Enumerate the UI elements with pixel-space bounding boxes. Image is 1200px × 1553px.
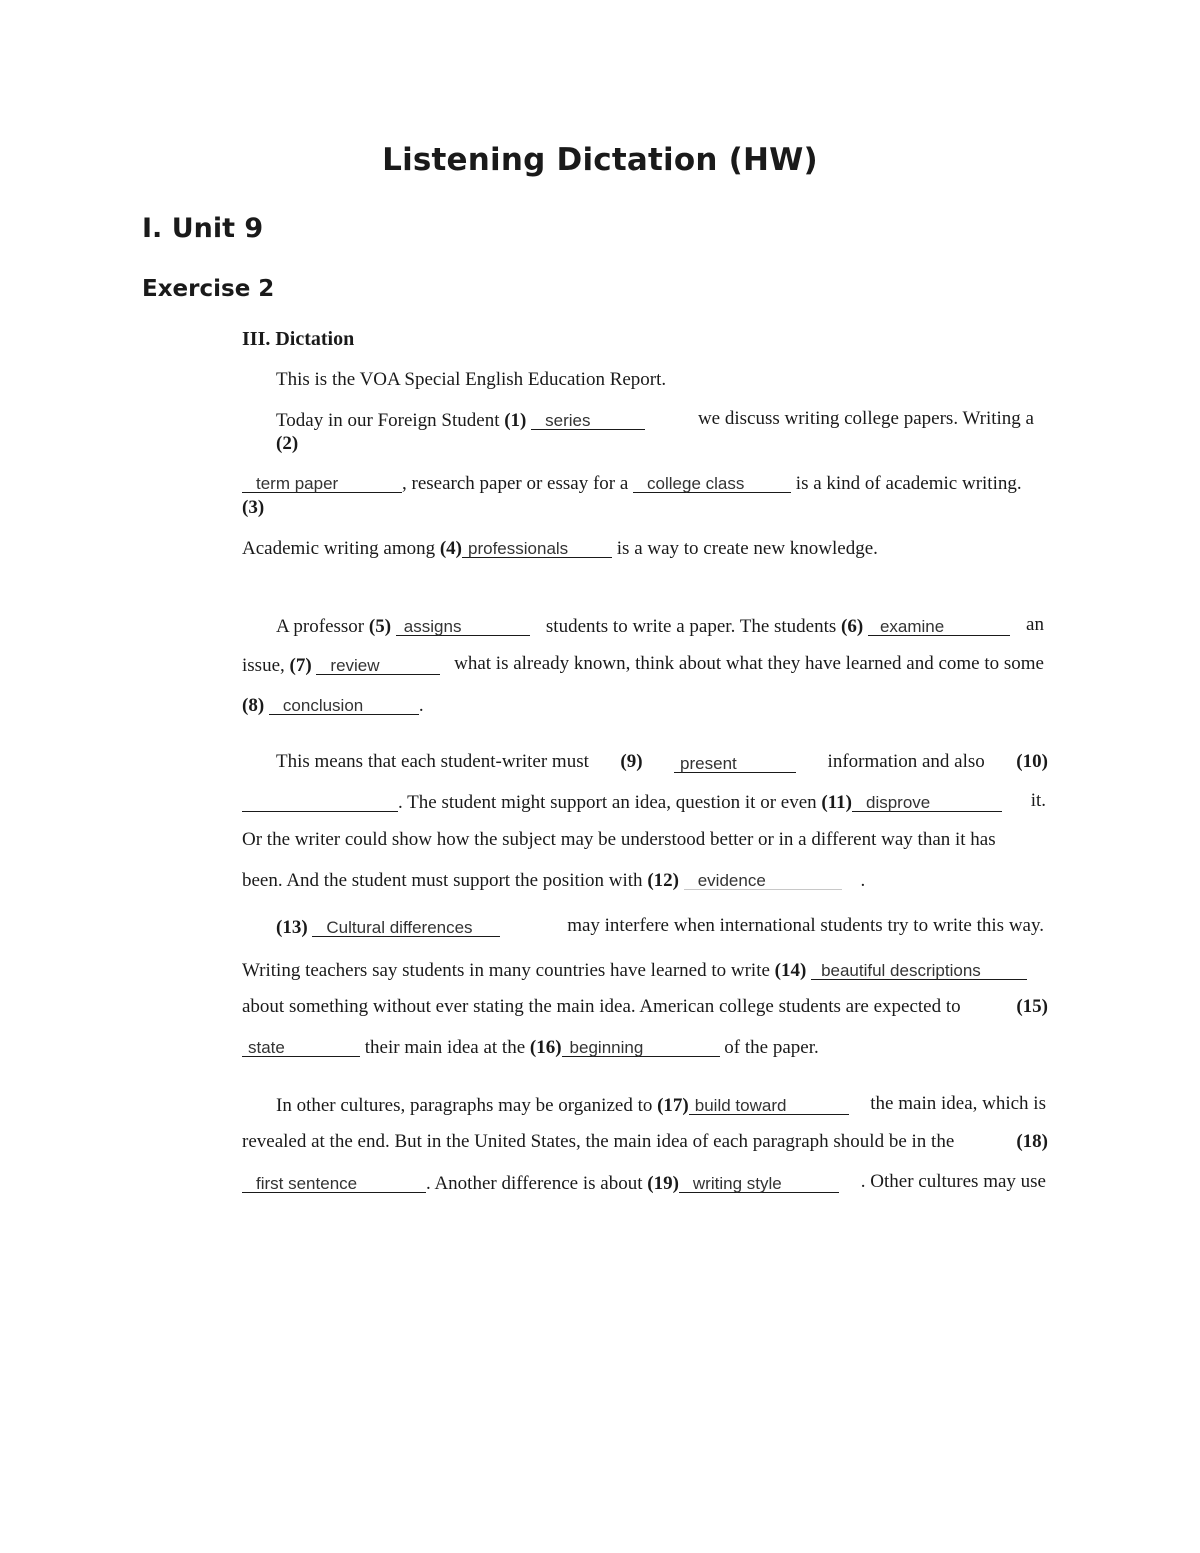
text-span: their main idea at the (364, 1037, 526, 1058)
text-line (242, 535, 878, 561)
text-line (242, 692, 424, 718)
text-span: . (418, 695, 424, 716)
blank-number: (15) (1016, 996, 1048, 1017)
text-line (242, 496, 264, 520)
answer-blank-15[interactable] (242, 1034, 360, 1057)
blank-number: (8) (242, 695, 265, 716)
text-line (276, 407, 1034, 433)
answer-text: beginning (569, 1038, 644, 1057)
answer-text: first sentence (256, 1174, 358, 1193)
blank-number: (19) (647, 1173, 679, 1194)
text-span: Or the writer could show how the subject may be understood better or in a different way than it has (242, 829, 996, 850)
answer-text: state (248, 1038, 285, 1057)
answer-text: beautiful descriptions (821, 961, 981, 980)
answer-blank-8[interactable] (269, 692, 419, 715)
text-span: we discuss writing college papers. Writing a (697, 408, 1034, 429)
answer-text: disprove (866, 793, 931, 812)
text-line (242, 957, 1048, 983)
text-span: This means that each student-writer must (276, 751, 589, 772)
answer-text: assigns (403, 617, 462, 636)
answer-text: present (680, 754, 737, 773)
blank-number: (11) (821, 792, 852, 813)
answer-blank-2[interactable] (242, 470, 402, 493)
answer-text: examine (879, 617, 945, 636)
text-line (242, 1034, 819, 1060)
answer-blank-5[interactable] (396, 613, 530, 636)
blank-number: (3) (242, 497, 265, 518)
blank-number: (4) (439, 538, 463, 559)
answer-blank-12[interactable] (684, 867, 842, 890)
answer-blank-9[interactable] (674, 750, 796, 773)
blank-number: (12) (647, 870, 679, 891)
text-span: . Other cultures may use (860, 1171, 1046, 1192)
text-span: . Another difference is about (426, 1173, 643, 1194)
text-line (276, 750, 1048, 774)
answer-text: writing style (692, 1174, 782, 1193)
text-span: , research paper or essay for a (402, 473, 629, 494)
part-heading: III. Dictation (242, 328, 355, 350)
blank-number: (1) (504, 410, 527, 431)
blank-number: (10) (1016, 751, 1048, 772)
answer-text: term paper (256, 474, 339, 493)
text-span: about something without ever stating the main idea. American college students are expected to (242, 996, 961, 1017)
blank-number: (9) (620, 751, 643, 772)
answer-text: college class (647, 474, 745, 493)
blank-number: (6) (841, 616, 864, 637)
text-span: A professor (276, 616, 365, 637)
text-line (242, 470, 1022, 496)
blank-number: (7) (289, 655, 312, 676)
section-heading: I. Unit 9 (142, 213, 264, 244)
text-line (242, 867, 865, 893)
answer-text: conclusion (282, 696, 364, 715)
answer-text: professionals (468, 539, 569, 558)
answer-text: build toward (694, 1096, 787, 1115)
answer-text: review (330, 656, 380, 675)
answer-blank-1[interactable] (531, 407, 645, 430)
answer-blank-16[interactable] (562, 1034, 720, 1057)
answer-text: Cultural differences (326, 918, 473, 937)
answer-blank-11[interactable] (852, 789, 1002, 812)
text-span: . The student might support an idea, question it or even (398, 792, 817, 813)
blank-number: (18) (1016, 1131, 1048, 1152)
text-line (242, 1130, 1048, 1154)
answer-blank-6[interactable] (868, 613, 1010, 636)
text-span: what is already known, think about what they have learned and come to some (454, 653, 1044, 674)
text-span: may interfere when international students try to write this way. (567, 915, 1044, 936)
text-line (242, 1170, 1046, 1196)
text-line (242, 995, 1048, 1019)
text-span: . (860, 870, 866, 891)
text-line (276, 432, 298, 456)
blank-number: (16) (529, 1037, 562, 1058)
answer-blank-14[interactable] (811, 957, 1027, 980)
blank-number: (13) (276, 917, 308, 938)
text-span: Writing teachers say students in many countries have learned to write (242, 960, 770, 981)
intro-line: This is the VOA Special English Education Report. (276, 369, 667, 390)
text-span: issue, (242, 655, 285, 676)
text-line (276, 1092, 1046, 1118)
text-span: information and also (827, 751, 985, 772)
text-span: Today in our Foreign Student (276, 410, 500, 431)
text-span: In other cultures, paragraphs may be organized to (276, 1095, 653, 1116)
blank-number: (14) (774, 960, 807, 981)
blank-number: (5) (368, 616, 392, 637)
answer-blank-10[interactable] (242, 789, 398, 812)
text-span: of the paper. (724, 1037, 819, 1058)
text-span: Academic writing among (242, 538, 436, 559)
exercise-heading: Exercise 2 (142, 276, 275, 302)
blank-number: (2) (276, 433, 299, 454)
text-line (242, 652, 1044, 678)
answer-blank-7[interactable] (316, 652, 440, 675)
page-title: Listening Dictation (HW) (382, 142, 818, 178)
text-span: is a way to create new knowledge. (616, 538, 878, 559)
answer-blank-18[interactable] (242, 1170, 426, 1193)
text-span: is a kind of academic writing. (795, 473, 1022, 494)
answer-blank-17[interactable] (689, 1092, 849, 1115)
text-span: been. And the student must support the position with (242, 870, 643, 891)
answer-blank-4[interactable] (462, 535, 612, 558)
text-span: students to write a paper. The students (545, 616, 837, 637)
text-line (242, 828, 1042, 852)
answer-text: series (545, 411, 591, 430)
text-span: it. (1030, 790, 1046, 811)
answer-blank-3[interactable] (633, 470, 791, 493)
text-line (276, 613, 1044, 639)
text-line (242, 789, 1046, 815)
answer-blank-19[interactable] (679, 1170, 839, 1193)
answer-blank-13[interactable] (312, 914, 500, 937)
text-span: an (1026, 614, 1044, 635)
text-span: the main idea, which is (870, 1093, 1046, 1114)
answer-text: evidence (697, 871, 766, 890)
text-line (276, 914, 1044, 940)
text-span: revealed at the end. But in the United States, the main idea of each paragraph should be in the (242, 1131, 955, 1152)
blank-number: (17) (657, 1095, 689, 1116)
